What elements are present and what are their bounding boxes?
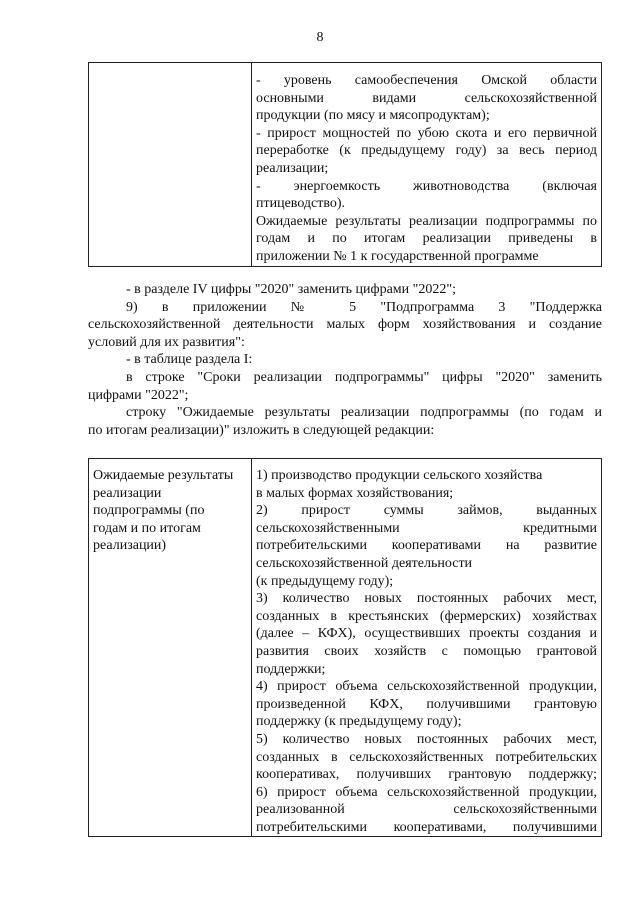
top-line: Ожидаемые результаты реализации подпрограммы по [256, 213, 597, 229]
right-cell-line: 6) прирост объема сельскохозяйственной продукции, [256, 784, 597, 800]
top-line: реализации; [256, 160, 329, 176]
top-line: годам и по итогам реализации приведены в [256, 231, 597, 247]
right-cell-line: произведенной КФХ, получившими грантовую [256, 696, 597, 712]
paragraph-line: - в разделе IV цифры "2020" заменить цифрами "2022"; [126, 282, 456, 297]
paragraph-line: строку "Ожидаемые результаты реализации подпрограммы (по годам и [126, 405, 602, 421]
paragraph-line: условий для их развития": [88, 334, 245, 350]
paragraph-line: цифрами "2022"; [88, 387, 189, 403]
amendment-text [88, 281, 602, 439]
top-line: птицеводство). [256, 196, 346, 212]
paragraph-line: по итогам реализации)" изложить в следующей редакции: [88, 422, 435, 438]
top-line: - энергоемкость животноводства (включая [256, 178, 597, 194]
top-table [88, 62, 602, 267]
top-line: продукции (по мясу и мясопродуктам); [256, 108, 490, 124]
right-cell-line: сельскохозяйственной деятельности [256, 555, 473, 571]
right-cell-line: потребительскими кооперативами на развитие [256, 538, 597, 554]
left-cell-line: годам и по итогам [93, 520, 201, 536]
right-cell-line: (к предыдущему году); [256, 573, 394, 589]
top-line: основными видами сельскохозяйственной [256, 90, 597, 106]
left-cell-line: реализации) [93, 538, 167, 554]
top-table-left-cell [89, 63, 252, 267]
top-table-right-cell [252, 63, 602, 267]
right-cell-line: (далее – КФХ), осуществивших проекты создания и [256, 626, 597, 642]
right-cell-line: развития своих хозяйств с помощью грантовой [256, 643, 597, 659]
right-cell-line: в малых формах хозяйствования; [256, 485, 454, 501]
left-cell-line: подпрограммы (по [93, 503, 205, 519]
top-line: переработке (к предыдущему году) за весь период [256, 143, 597, 159]
paragraph-line: сельскохозяйственной деятельности малых форм хозяйствования и создание [88, 317, 602, 333]
right-cell-line: 2) прирост суммы займов, выданных [256, 503, 597, 519]
right-cell-line: реализованной сельскохозяйственными [256, 802, 597, 818]
right-cell-line: 3) количество новых постоянных рабочих мест, [256, 591, 597, 607]
right-cell-line: сельскохозяйственными кредитными [256, 520, 597, 536]
bottom-table [88, 458, 602, 837]
right-cell-line: созданных в сельскохозяйственных потребительских [256, 749, 597, 765]
right-cell-line: 1) производство продукции сельского хозяйства [256, 468, 543, 483]
left-cell-line: реализации [93, 485, 162, 501]
right-cell-line: 4) прирост объема сельскохозяйственной продукции, [256, 679, 597, 695]
right-cell-line: потребительскими кооперативами, получившими [256, 819, 597, 835]
right-cell-line: поддержку (к предыдущему году); [256, 714, 462, 730]
right-cell-line: 5) количество новых постоянных рабочих мест, [256, 731, 597, 747]
top-line: приложении № 1 к государственной программе [256, 248, 539, 264]
right-cell-line: кооперативах, получивших грантовую поддержку; [256, 767, 597, 783]
paragraph-line: в строке "Сроки реализации подпрограммы" цифры "2020" заменить [126, 369, 602, 385]
paragraph-line: - в таблице раздела I: [126, 352, 253, 368]
paragraph-line: 9) в приложении № 5 "Подпрограмма 3 "Поддержка [126, 299, 602, 315]
top-line: - уровень самообеспечения Омской области [256, 73, 597, 88]
bottom-table-left-cell [89, 459, 252, 837]
right-cell-line: поддержки; [256, 661, 326, 677]
right-cell-line: созданных в крестьянских (фермерских) хозяйствах [256, 608, 597, 624]
top-line: - прирост мощностей по убою скота и его первичной [256, 125, 597, 141]
left-cell-line: Ожидаемые результаты [93, 468, 234, 483]
bottom-table-right-cell [252, 459, 602, 837]
page-number: 8 [316, 30, 324, 45]
